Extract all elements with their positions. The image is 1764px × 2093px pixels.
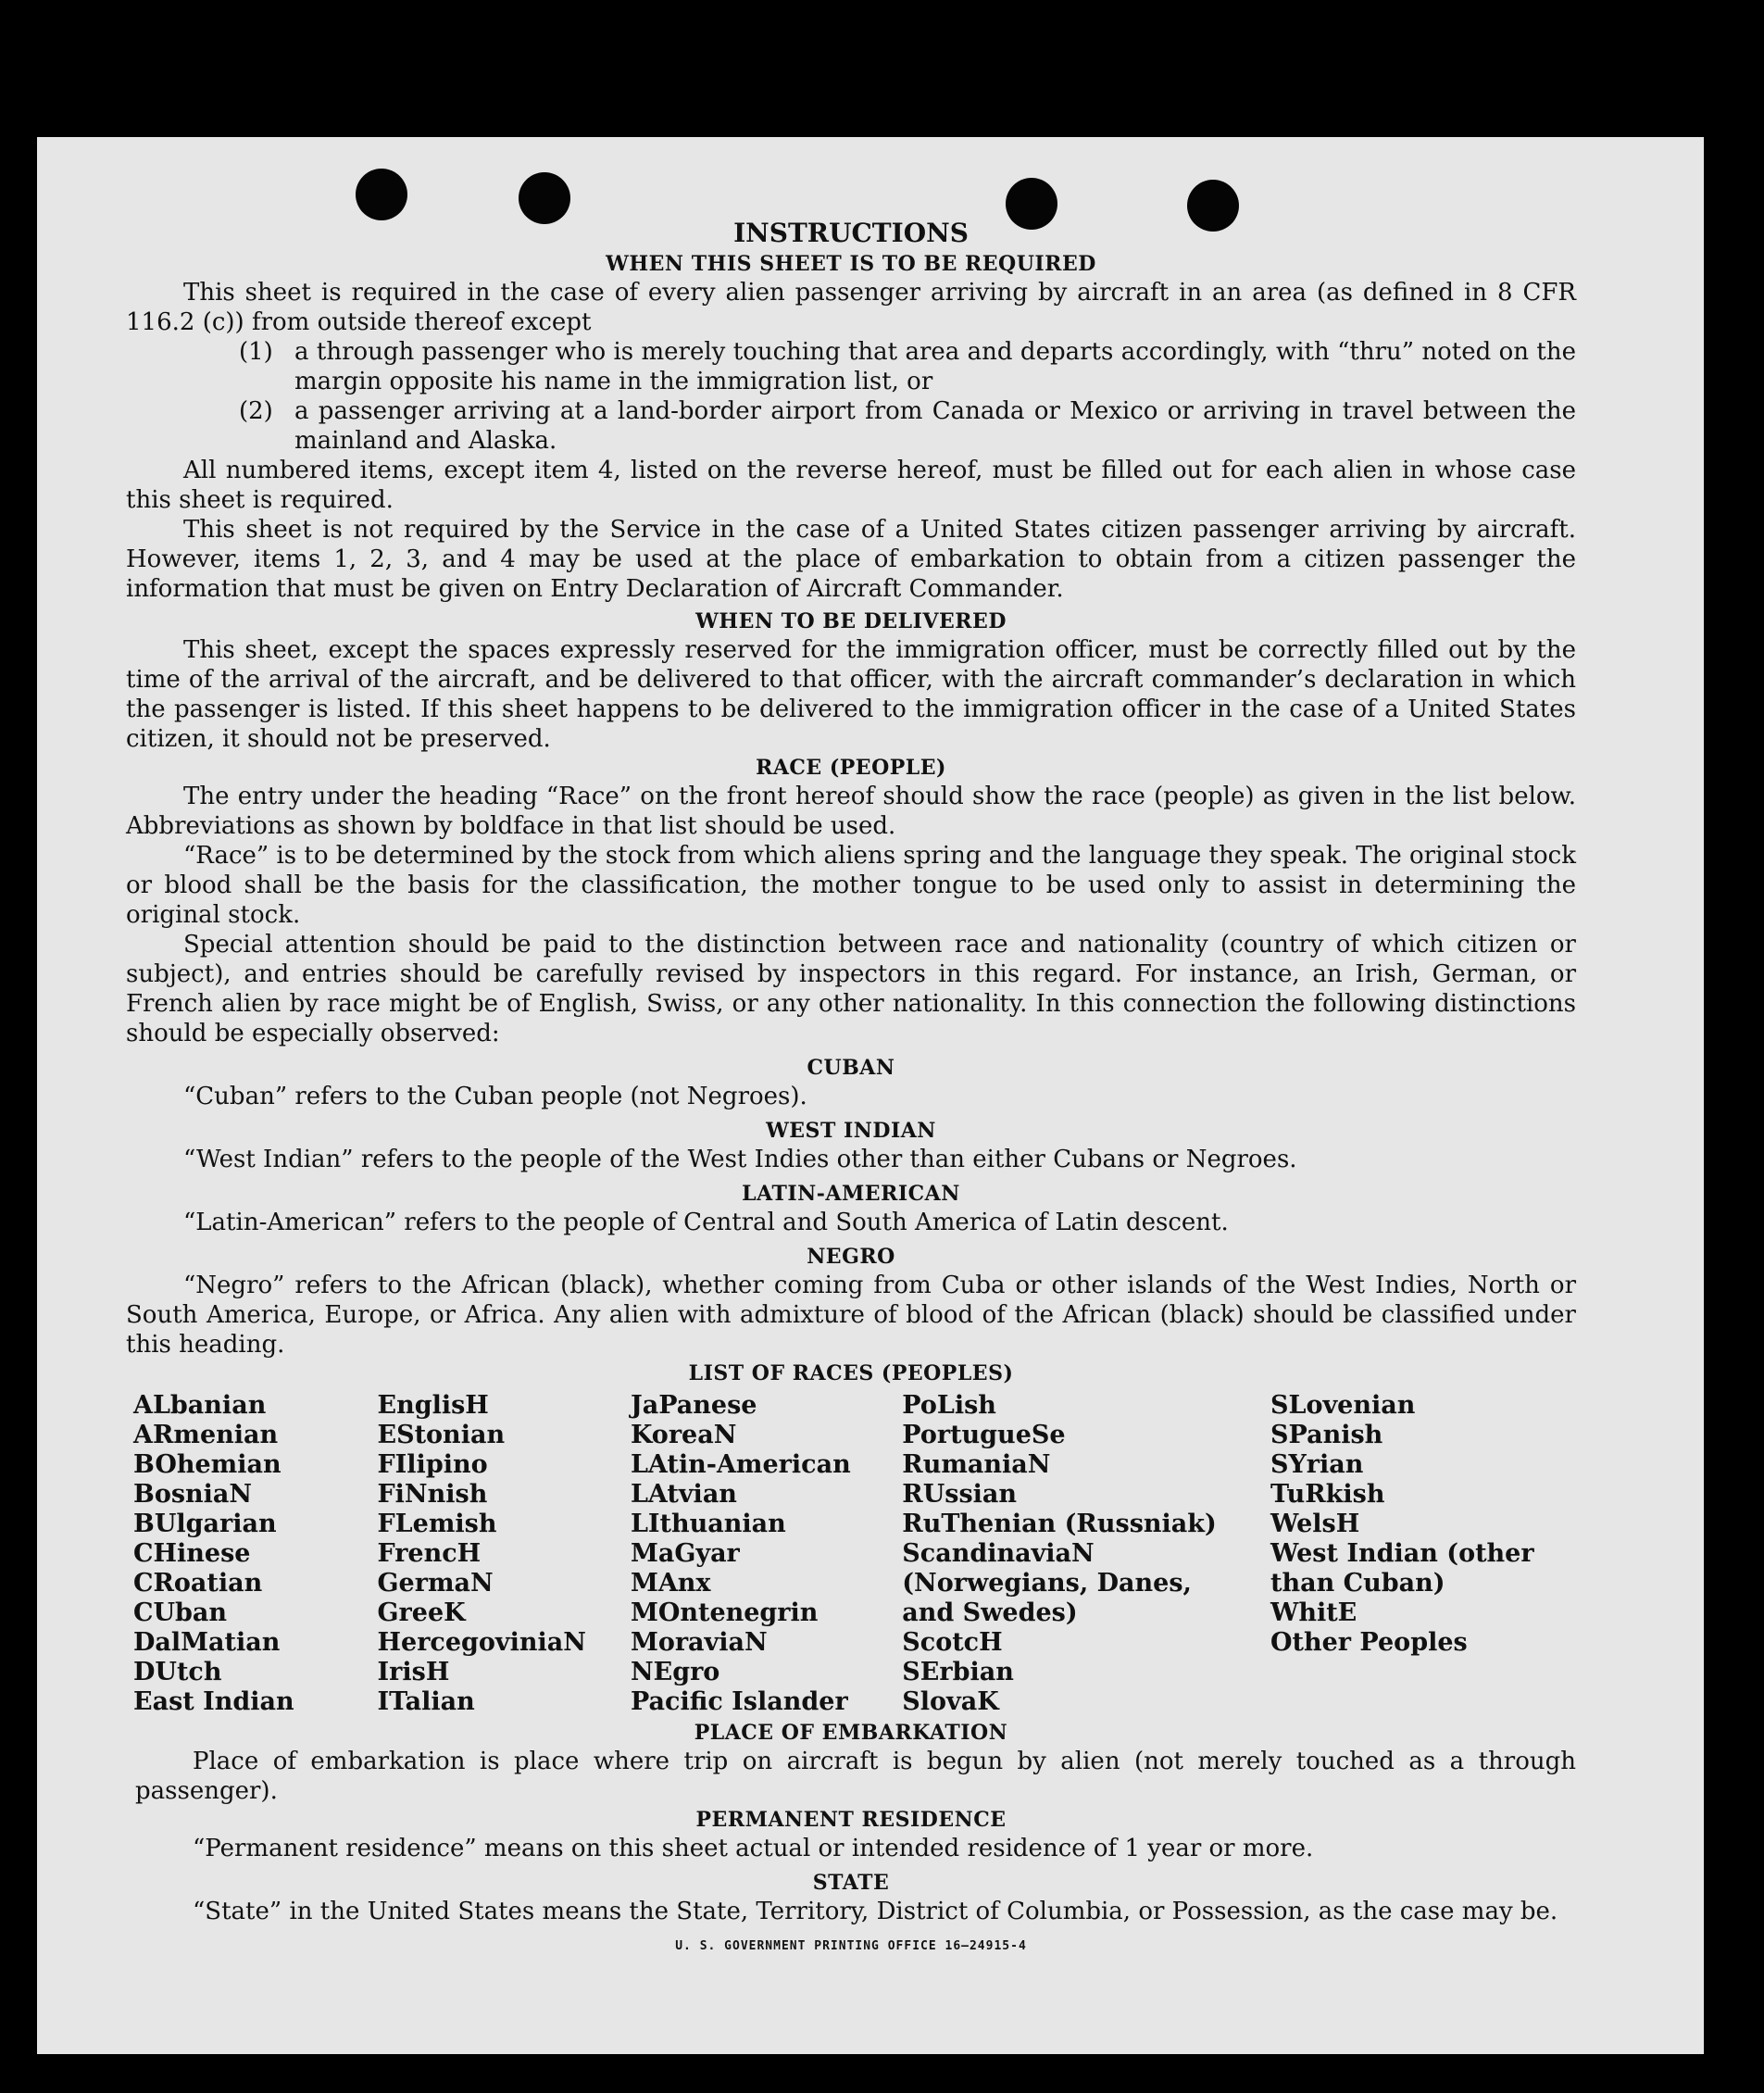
race-entry: HercegoviniaN bbox=[377, 1628, 586, 1657]
heading-negro: NEGRO bbox=[807, 1245, 895, 1269]
race-entry: ALbanian bbox=[133, 1391, 267, 1420]
race-entry: ScotcH bbox=[902, 1628, 1003, 1657]
paragraph: “Cuban” refers to the Cuban people (not Negroes). bbox=[183, 1083, 807, 1110]
item-text: a through passenger who is merely touching that area and departs accordingly, with “thru” noted on the margin opposite his name in the immigration list, or bbox=[294, 338, 1576, 395]
paragraph: The entry under the heading “Race” on the front hereof should show the race (people) as given in the list below. Abbreviations as shown by boldface in that list should be used. bbox=[126, 783, 1576, 840]
printing-office-imprint: U. S. GOVERNMENT PRINTING OFFICE 16—24915-4 bbox=[675, 1939, 1027, 1953]
race-entry: JaPanese bbox=[630, 1391, 757, 1420]
race-entry: TuRkish bbox=[1270, 1480, 1385, 1509]
instructions-text bbox=[126, 217, 1576, 1961]
race-entry: EStonian bbox=[377, 1421, 506, 1449]
race-entry: RumaniaN bbox=[902, 1450, 1051, 1479]
race-entry: SErbian bbox=[902, 1658, 1014, 1686]
heading-place-of-embarkation: PLACE OF EMBARKATION bbox=[694, 1721, 1008, 1745]
race-entry: WhitE bbox=[1270, 1598, 1357, 1627]
paragraph: This sheet is not required by the Service in the case of a United States citizen passenger arriving by aircraft. However, items 1, 2, 3, and 4 may be used at the place of embarkation to obtain from a citizen passenger the information that must be given on Entry Declaration of Aircraft Commander. bbox=[126, 516, 1576, 603]
race-entry: RUssian bbox=[902, 1480, 1018, 1509]
paragraph: Place of embarkation is place where trip on aircraft is begun by alien (not merely touched as a through passenger). bbox=[135, 1748, 1576, 1805]
race-entry: NEgro bbox=[630, 1658, 720, 1686]
race-column bbox=[1270, 1391, 1576, 1717]
race-entry: CHinese bbox=[133, 1539, 251, 1568]
paragraph: This sheet, except the spaces expressly reserved for the immigration officer, must be correctly filled out by the time of the arrival of the aircraft, and be delivered to that officer, with the aircraft commander’s declaration in which the passenger is listed. If this sheet happens to be delivered to the immigration officer in the case of a United States citizen, it should not be preserved. bbox=[126, 636, 1576, 753]
race-entry: MoraviaN bbox=[630, 1628, 768, 1657]
race-entry: ScandinaviaN (Norwegians, Danes, and Swedes) bbox=[902, 1539, 1192, 1627]
paragraph: “Race” is to be determined by the stock from which aliens spring and the language they speak. The original stock or blood shall be the basis for the classification, the mother tongue to be used only to assist in determining the original stock. bbox=[126, 842, 1576, 929]
race-entry: ARmenian bbox=[133, 1421, 279, 1449]
race-entry: GermaN bbox=[377, 1569, 494, 1598]
race-entry: IrisH bbox=[377, 1658, 450, 1686]
item-number: (1) bbox=[239, 338, 273, 366]
heading-state: STATE bbox=[812, 1871, 890, 1895]
punch-hole bbox=[356, 169, 407, 220]
race-entry: EnglisH bbox=[377, 1391, 489, 1420]
race-column bbox=[902, 1391, 1270, 1717]
race-column bbox=[133, 1391, 378, 1717]
race-column bbox=[631, 1391, 902, 1717]
race-entry: DalMatian bbox=[133, 1628, 281, 1657]
heading-when-required: WHEN THIS SHEET IS TO BE REQUIRED bbox=[606, 252, 1096, 276]
paragraph: “Permanent residence” means on this sheet actual or intended residence of 1 year or more. bbox=[193, 1835, 1314, 1862]
race-entry: FiNnish bbox=[377, 1480, 488, 1509]
race-entry: SLovenian bbox=[1270, 1391, 1416, 1420]
race-entry: FLemish bbox=[377, 1510, 497, 1538]
item-text: a passenger arriving at a land-border airport from Canada or Mexico or arriving in travel between the mainland and Alaska. bbox=[294, 397, 1576, 455]
item-number: (2) bbox=[239, 397, 273, 425]
instruction-sheet bbox=[37, 137, 1704, 2054]
race-entry: MOntenegrin bbox=[630, 1598, 819, 1627]
race-entry: LIthuanian bbox=[630, 1510, 786, 1538]
race-list bbox=[133, 1391, 1576, 1717]
race-entry: SlovaK bbox=[902, 1687, 999, 1716]
race-entry: DUtch bbox=[133, 1658, 222, 1686]
paragraph: “State” in the United States means the State, Territory, District of Columbia, or Possession, as the case may be. bbox=[193, 1898, 1558, 1925]
race-entry: Pacific Islander bbox=[630, 1687, 848, 1716]
numbered-item bbox=[239, 337, 1576, 396]
race-column bbox=[378, 1391, 631, 1717]
paragraph: “Negro” refers to the African (black), whether coming from Cuba or other islands of the West Indies, North or South America, Europe, or Africa. Any alien with admixture of blood of the African (black) should be classified under this heading. bbox=[126, 1272, 1576, 1359]
race-entry: SPanish bbox=[1270, 1421, 1383, 1449]
page-title: INSTRUCTIONS bbox=[733, 218, 969, 248]
race-entry: RuThenian (Russniak) bbox=[902, 1510, 1217, 1538]
race-entry: East Indian bbox=[133, 1687, 294, 1716]
race-entry: MaGyar bbox=[630, 1539, 740, 1568]
heading-permanent-residence: PERMANENT RESIDENCE bbox=[695, 1808, 1007, 1832]
race-entry: GreeK bbox=[377, 1598, 466, 1627]
race-entry: PoLish bbox=[902, 1391, 996, 1420]
race-entry: LAtvian bbox=[630, 1480, 737, 1509]
race-entry: BUlgarian bbox=[133, 1510, 277, 1538]
paragraph: Special attention should be paid to the distinction between race and nationality (country of which citizen or subject), and entries should be carefully revised by inspectors in this regard. For instance, an Irish, German, or French alien by race might be of English, Swiss, or any other nationality. In this connection the following distinctions should be especially observed: bbox=[126, 931, 1576, 1047]
race-entry: MAnx bbox=[630, 1569, 711, 1598]
race-entry: Other Peoples bbox=[1270, 1628, 1468, 1657]
race-entry: BosniaN bbox=[133, 1480, 253, 1509]
race-entry: KoreaN bbox=[630, 1421, 737, 1449]
paragraph: This sheet is required in the case of every alien passenger arriving by aircraft in an area (as defined in 8 CFR 116.2 (c)) from outside thereof except bbox=[126, 279, 1576, 336]
heading-when-delivered: WHEN TO BE DELIVERED bbox=[695, 609, 1007, 633]
race-entry: LAtin-American bbox=[630, 1450, 851, 1479]
numbered-item bbox=[239, 396, 1576, 456]
race-entry: West Indian (other than Cuban) bbox=[1270, 1539, 1534, 1598]
race-entry: CRoatian bbox=[133, 1569, 263, 1598]
race-entry: PortugueSe bbox=[902, 1421, 1066, 1449]
heading-cuban: CUBAN bbox=[807, 1056, 895, 1080]
race-entry: FrencH bbox=[377, 1539, 482, 1568]
race-entry: SYrian bbox=[1270, 1450, 1364, 1479]
race-entry: CUban bbox=[133, 1598, 228, 1627]
heading-west-indian: WEST INDIAN bbox=[766, 1119, 936, 1143]
race-entry: WelsH bbox=[1270, 1510, 1360, 1538]
heading-latin-american: LATIN-AMERICAN bbox=[742, 1182, 960, 1206]
paragraph: “West Indian” refers to the people of the West Indies other than either Cubans or Negroes. bbox=[183, 1146, 1297, 1173]
race-entry: FIlipino bbox=[377, 1450, 488, 1479]
heading-list-of-races: LIST OF RACES (PEOPLES) bbox=[688, 1361, 1014, 1385]
heading-race: RACE (PEOPLE) bbox=[756, 756, 946, 780]
paragraph: All numbered items, except item 4, listed on the reverse hereof, must be filled out for each alien in whose case this sheet is required. bbox=[126, 457, 1576, 514]
race-entry: BOhemian bbox=[133, 1450, 281, 1479]
race-entry: ITalian bbox=[377, 1687, 475, 1716]
paragraph: “Latin-American” refers to the people of Central and South America of Latin descent. bbox=[183, 1209, 1229, 1236]
